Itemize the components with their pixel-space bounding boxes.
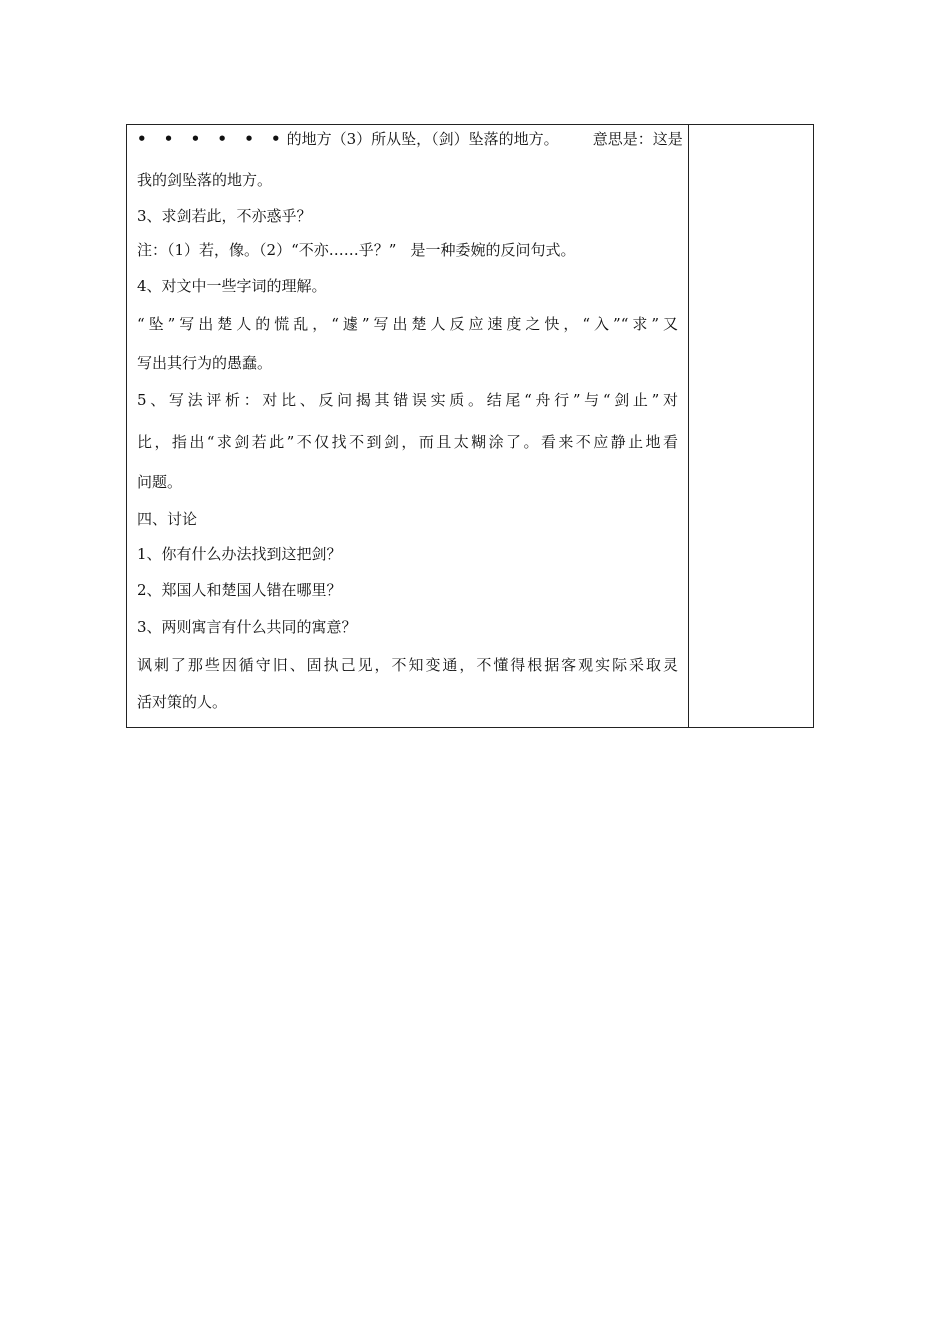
text-line-10: 问题。 (137, 473, 183, 491)
text-line-8: 5、写法评析：对比、反问揭其错误实质。结尾“舟行”与“剑止”对 (137, 391, 678, 409)
text-line-5: 4、对文中一些字词的理解。 (137, 277, 327, 295)
text-line-7: 写出其行为的愚蠢。 (137, 354, 273, 372)
side-empty-cell (689, 125, 813, 727)
text-line-4-part-b: 是一种委婉的反问句式。 (410, 241, 576, 259)
text-line-13: 2、郑国人和楚国人错在哪里？ (137, 581, 342, 599)
text-line-4-part-a: 注：（1）若，像。（2）“不亦……乎？” (137, 241, 397, 259)
text-line-16: 活对策的人。 (137, 693, 228, 711)
text-line-1-part-a: 的地方（3）所从坠，（剑）坠落的地方。 (286, 130, 559, 148)
text-line-12: 1、你有什么办法找到这把剑？ (137, 545, 342, 563)
text-line-1 (137, 129, 683, 149)
text-line-11: 四、讨论 (137, 510, 198, 528)
text-line-3: 3、求剑若此，不亦惑乎？ (137, 207, 312, 225)
text-line-6: “坠”写出楚人的慌乱，“遽”写出楚人反应速度之快，“入”“求”又 (137, 315, 678, 333)
text-line-4 (137, 240, 678, 260)
text-line-9: 比，指出“求剑若此”不仅找不到剑，而且太糊涂了。看来不应静止地看 (137, 433, 678, 451)
content-table (126, 124, 814, 728)
emphasis-dots: • • • • • • (137, 130, 287, 148)
text-line-15: 讽刺了那些因循守旧、固执己见，不知变通，不懂得根据客观实际采取灵 (137, 656, 678, 674)
text-line-14: 3、两则寓言有什么共同的寓意？ (137, 618, 357, 636)
main-text-cell (127, 125, 689, 727)
text-line-2: 我的剑坠落的地方。 (137, 171, 273, 189)
text-line-1-part-b: 意思是：这是 (592, 130, 683, 148)
